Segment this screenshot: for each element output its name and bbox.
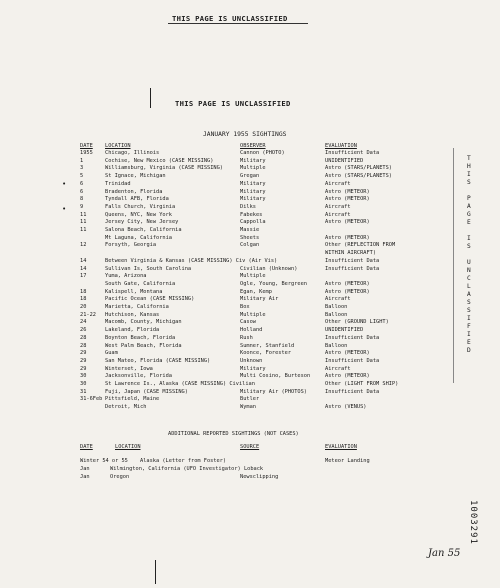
cell-observer: Butler xyxy=(240,396,260,403)
cell-evaluation: Astro (METEOR) xyxy=(325,234,370,241)
cell-date: 29 xyxy=(80,357,87,364)
handwritten-annotation: Jan 55 xyxy=(428,548,461,559)
cell-observer: Wyman xyxy=(240,404,256,411)
side-letter: L xyxy=(467,283,471,290)
cell-evaluation: Other (GROUND LIGHT) xyxy=(325,319,389,326)
cell-location: Kalispell, Montana xyxy=(105,288,163,295)
cell-evaluation: Astro (METEOR) xyxy=(325,373,370,380)
cell-evaluation: Insufficient Data xyxy=(325,357,380,364)
additional-header-evaluation: EVALUATION xyxy=(325,444,357,450)
cell-date: 11 xyxy=(80,227,87,233)
side-letter: S xyxy=(467,299,471,306)
cell-observer: Military xyxy=(240,196,266,203)
cell-date: 31-6Feb xyxy=(80,396,103,403)
cell-evaluation: Other (REFLECTION FROM xyxy=(325,242,396,249)
document-title: JANUARY 1955 SIGHTINGS xyxy=(203,131,287,138)
cell-observer: Sumner, Stanfield xyxy=(240,342,295,349)
cell-evaluation: Aircraft xyxy=(325,180,351,187)
cell-evaluation: Astro (STARS/PLANETS) xyxy=(325,165,392,172)
cell-location: San Mateo, Florida (CASE MISSING) xyxy=(105,357,211,364)
page-bracket-bottom xyxy=(155,560,156,584)
cell-evaluation: Insufficient Data xyxy=(325,257,380,264)
cell-date: 1 xyxy=(80,157,84,164)
side-letter: F xyxy=(467,323,471,330)
cell-evaluation: Insufficient Data xyxy=(325,334,380,341)
side-letter: T xyxy=(467,155,471,162)
cell-observer: Military Air (PHOTOS) xyxy=(240,388,307,395)
cell-evaluation: Other (LIGHT FROM SHIP) xyxy=(325,381,399,387)
cell-observer: Dilks xyxy=(240,203,256,210)
page-bracket-left xyxy=(150,88,151,108)
side-letter: D xyxy=(467,347,471,354)
cell-date: 1955 xyxy=(80,150,93,156)
cell-date: 17 xyxy=(80,273,87,280)
cell-evaluation: Insufficient Data xyxy=(325,388,380,395)
cell-date: 12 xyxy=(80,242,87,249)
cell-date: 9 xyxy=(80,203,84,210)
cell-location: Pacific Ocean (CASE MISSING) xyxy=(105,296,195,303)
cell-evaluation: Aircraft xyxy=(325,203,351,210)
cell-date: 11 xyxy=(80,211,87,218)
header-evaluation: EVALUATION xyxy=(325,143,357,149)
additional-header-location: LOCATION xyxy=(115,444,141,450)
cell-location: Forsyth, Georgia xyxy=(105,242,157,249)
cell-observer: Unknown xyxy=(240,357,263,364)
cell-observer: Multi Cosino, Burteson xyxy=(240,373,311,380)
cell-location: Jacksonville, Florida xyxy=(105,373,172,380)
cell-observer: Fabekes xyxy=(240,211,263,218)
cell-evaluation: Astro (METEOR) xyxy=(325,288,370,295)
classification-stamp-middle: THIS PAGE IS UNCLASSIFIED xyxy=(175,99,291,108)
cell-location: Sullivan Is, South Carolina xyxy=(105,265,192,272)
side-letter: P xyxy=(467,195,471,202)
cell-location: Pittsfield, Maine xyxy=(105,396,160,403)
cell-date: 6 xyxy=(80,188,84,195)
cell-date: 11 xyxy=(80,219,87,226)
cell-location: Chicago, Illinois xyxy=(105,150,160,156)
cell-evaluation: Astro (STARS/PLANETS) xyxy=(325,173,392,180)
side-letter: A xyxy=(467,291,471,298)
cell-observer: Gregan xyxy=(240,173,260,180)
cell-date: 8 xyxy=(80,196,84,203)
cell-evaluation: Balloon xyxy=(325,311,348,318)
cell-date: 3 xyxy=(80,165,84,172)
cell-evaluation: Astro (METEOR) xyxy=(325,350,370,357)
header-observer: OBSERVER xyxy=(240,143,266,149)
side-letter: U xyxy=(467,259,471,266)
additional-header-date: DATE xyxy=(80,444,93,450)
cell-location: Bradenton, Florida xyxy=(105,188,163,195)
cell-evaluation: Astro (METEOR) xyxy=(325,188,370,195)
cell-date: 5 xyxy=(80,173,84,180)
cell-evaluation: UNIDENTIFIED xyxy=(325,327,364,334)
additional-sightings-title: ADDITIONAL REPORTED SIGHTINGS (NOT CASES) xyxy=(168,431,299,437)
cell-observer: Multiple xyxy=(240,273,266,280)
cell-evaluation: Astro (METEOR) xyxy=(325,219,370,226)
cell-observer: Cappolla xyxy=(240,219,266,226)
cell-evaluation: WITHIN AIRCRAFT) xyxy=(325,250,377,257)
cell-location: Macomb, County, Michigan xyxy=(105,319,182,326)
cell-location: Winterset, Iowa xyxy=(105,365,153,372)
cell-location: Detroit, Mich xyxy=(105,404,147,411)
side-letter: I xyxy=(467,235,471,242)
cell-location: West Palm Beach, Florida xyxy=(105,342,182,349)
cell-location: Fuji, Japan (CASE MISSING) xyxy=(105,388,188,395)
cell-date: 31 xyxy=(80,388,87,395)
side-letter: A xyxy=(467,203,471,210)
cell-evaluation: Insufficient Data xyxy=(325,265,380,272)
cell-location: Williamsburg, Virginia (CASE MISSING) xyxy=(105,165,223,172)
side-letter: E xyxy=(467,339,471,346)
cell-evaluation: Astro (VENUS) xyxy=(325,404,367,411)
side-letter: C xyxy=(467,275,471,282)
cell-observer: Sheets xyxy=(240,234,260,241)
cell-observer: Cannon (PHOTO) xyxy=(240,150,285,156)
cell-location: Jersey City, New Jersey xyxy=(105,219,179,226)
cell-observer: Military xyxy=(240,365,266,372)
cell-observer: Ogle, Young, Bergreen xyxy=(240,280,307,287)
cell-location: Cochise, New Mexico (CASE MISSING) xyxy=(105,157,214,164)
cell-observer: Colgan xyxy=(240,242,260,249)
cell-evaluation: Aircraft xyxy=(325,211,351,218)
cell-evaluation: Balloon xyxy=(325,342,348,349)
cell-observer: Holland xyxy=(240,327,263,334)
cell-date: 20 xyxy=(80,304,87,310)
cell-date: 21-22 xyxy=(80,311,96,318)
cell-location: Marietta, California xyxy=(105,304,169,310)
cell-evaluation: UNIDENTIFIED xyxy=(325,157,364,164)
cell-location: Yuma, Arizona xyxy=(105,273,147,280)
cell-evaluation: Balloon xyxy=(325,304,348,310)
cell-date: 6 xyxy=(80,180,84,187)
cell-evaluation: Astro (METEOR) xyxy=(325,196,370,203)
cell-location: Boynton Beach, Florida xyxy=(105,334,176,341)
cell-observer: Military xyxy=(240,180,266,187)
cell-location: Queens, NYC, New York xyxy=(105,211,172,218)
side-letter: I xyxy=(467,331,471,338)
cell-date: 18 xyxy=(80,296,87,303)
cell-date: 29 xyxy=(80,365,87,372)
side-letter: E xyxy=(467,219,471,226)
cell-date: 18 xyxy=(80,288,87,295)
cell-date: 30 xyxy=(80,381,87,387)
margin-mark: • xyxy=(62,180,67,188)
cell-observer: Military xyxy=(240,188,266,195)
side-letter: N xyxy=(467,267,471,274)
cell-location: Hutchison, Kansas xyxy=(105,311,160,318)
cell-observer: Koonce, Forester xyxy=(240,350,292,357)
cell-location: Trinidad xyxy=(105,180,131,187)
cell-observer: Multiple xyxy=(240,165,266,172)
cell-location: Between Virginia & Kansas (CASE MISSING) Civ (Air Vis) xyxy=(105,257,278,264)
document-stamp-number: 1003291 xyxy=(468,500,478,545)
cell-location: Tyndall AFB, Florida xyxy=(105,196,169,203)
side-letter: G xyxy=(467,211,471,218)
cell-date: 14 xyxy=(80,265,87,272)
cell-date: 29 xyxy=(80,350,87,357)
margin-mark: • xyxy=(62,205,67,213)
side-letter: S xyxy=(467,307,471,314)
cell-date: 30 xyxy=(80,373,87,380)
side-letter: I xyxy=(467,315,471,322)
cell-evaluation: Astro (METEOR) xyxy=(325,280,370,287)
additional-header-source: SOURCE xyxy=(240,444,260,450)
cell-observer: Civilian (Unknown) xyxy=(240,265,298,272)
cell-location: Lakeland, Florida xyxy=(105,327,160,334)
cell-observer: Military xyxy=(240,157,266,164)
cell-observer: Egan, Kemp xyxy=(240,288,272,295)
side-letter: H xyxy=(467,163,471,170)
side-letter: S xyxy=(467,243,471,250)
cell-date: 24 xyxy=(80,319,87,326)
side-letter: S xyxy=(467,179,471,186)
header-location: LOCATION xyxy=(105,143,131,149)
classification-stamp-top: THIS PAGE IS UNCLASSIFIED xyxy=(172,14,288,23)
header-date: DATE xyxy=(80,143,93,149)
cell-evaluation: Aircraft xyxy=(325,365,351,372)
document-page: THIS PAGE IS UNCLASSIFIED THIS PAGE IS UNCLASSIFIED JANUARY 1955 SIGHTINGS DATE LOCATION OBSERVER EVALUATION 1955 Chicago, Illinois Cannon (PHOTO) Insufficient Data 1 Cochise, New Mexico (CASE MISSING) Military UNIDENTIFIED 3 Williamsburg, Virginia (CASE MISSING) Multiple Astro (STARS/PLANETS) 5 St Ignace, Michigan Gregan Astro (STARS/PLANETS) 6 Trinidad Military Aircraft 6 Bradenton, Florida Military Astro (METEOR) 8 Tyndall AFB, Florida Military Astro (METEOR) 9 Falls Church, Virginia Dilks Aircraft 11 Queens, NYC, New York Fabekes Aircraft 11 Jersey City, New Jersey Cappolla Astro (METEOR) 11 Salona Beach, California Massie Mt Laguna, California Sheets Astro (METEOR) 12 Forsyth, Georgia Colgan Other (REFLECTION FROM WITHIN AIRCRAFT) 14 Between Virginia & Kansas (CASE MISSING) Civ (Air Vis) Insufficient Data 14 Sullivan Is, South Carolina Civilian (Unknown) Insufficient Data 17 Yuma, Arizona Multiple South Gate, California Ogle, Young, Bergreen Astro (METEOR) 18 Kalispell, Montana Egan, Kemp Astro (METEOR) 18 Pacific Ocean (CASE MISSING) Military Air Aircraft 20 Marietta, California Box Balloon 21-22 Hutchison, Kansas Multiple Balloon 24 Macomb, County, Michigan Casow Other (GROUND LIGHT) 26 Lakeland, Florida Holland UNIDENTIFIED 28 Boynton Beach, Florida Rush Insufficient Data 28 West Palm Beach, Florida Sumner, Stanfield Balloon 29 Guam Koonce, Forester Astro (METEOR) 29 San Mateo, Florida (CASE MISSING) Unknown Insufficient Data 29 Winterset, Iowa Military Aircraft 30 Jacksonville, Florida Multi Cosino, Burteson Astro (METEOR) 30 St Lawrence Is., Alaska (CASE MISSING) Civilian Other (LIGHT FROM SHIP) 31 Fuji, Japan (CASE MISSING) Military Air (PHOTOS) Insufficient Data 31-6Feb Pittsfield, Maine Butler Detroit, Mich Wyman Astro (VENUS) • • ADDITIONAL REPORTED SIGHTINGS (NOT CASES) DATE LOCATION SOURCE EVALUATION Winter 54 or 55 Alaska (Letter from Foster) Meteor Landing Jan Wilmington, California (UFO Investigator) Loback Jan Oregon Newsclipping T H I S P A G E I S U N C L A S S I F I E D 1003291 Jan 55 xyxy=(0,0,500,588)
margin-rule xyxy=(453,148,454,383)
cell-location: Mt Laguna, California xyxy=(105,234,172,241)
cell-date: 14 xyxy=(80,257,87,264)
cell-observer: Massie xyxy=(240,227,260,233)
cell-date: 28 xyxy=(80,334,87,341)
cell-location: Guam xyxy=(105,350,118,357)
cell-evaluation: Insufficient Data xyxy=(325,150,380,156)
cell-observer: Multiple xyxy=(240,311,266,318)
cell-location: St Ignace, Michigan xyxy=(105,173,166,180)
cell-observer: Box xyxy=(240,304,250,310)
cell-location: Salona Beach, California xyxy=(105,227,182,233)
cell-observer: Military Air xyxy=(240,296,279,303)
cell-date: 28 xyxy=(80,342,87,349)
cell-location: Falls Church, Virginia xyxy=(105,203,176,210)
cell-location: St Lawrence Is., Alaska (CASE MISSING) Civilian xyxy=(105,381,255,387)
side-letter: I xyxy=(467,171,471,178)
cell-observer: Rush xyxy=(240,334,253,341)
cell-location: South Gate, California xyxy=(105,280,176,287)
cell-observer: Casow xyxy=(240,319,256,326)
cell-evaluation: Aircraft xyxy=(325,296,351,303)
stamp-underline xyxy=(168,23,308,24)
cell-date: 26 xyxy=(80,327,87,334)
